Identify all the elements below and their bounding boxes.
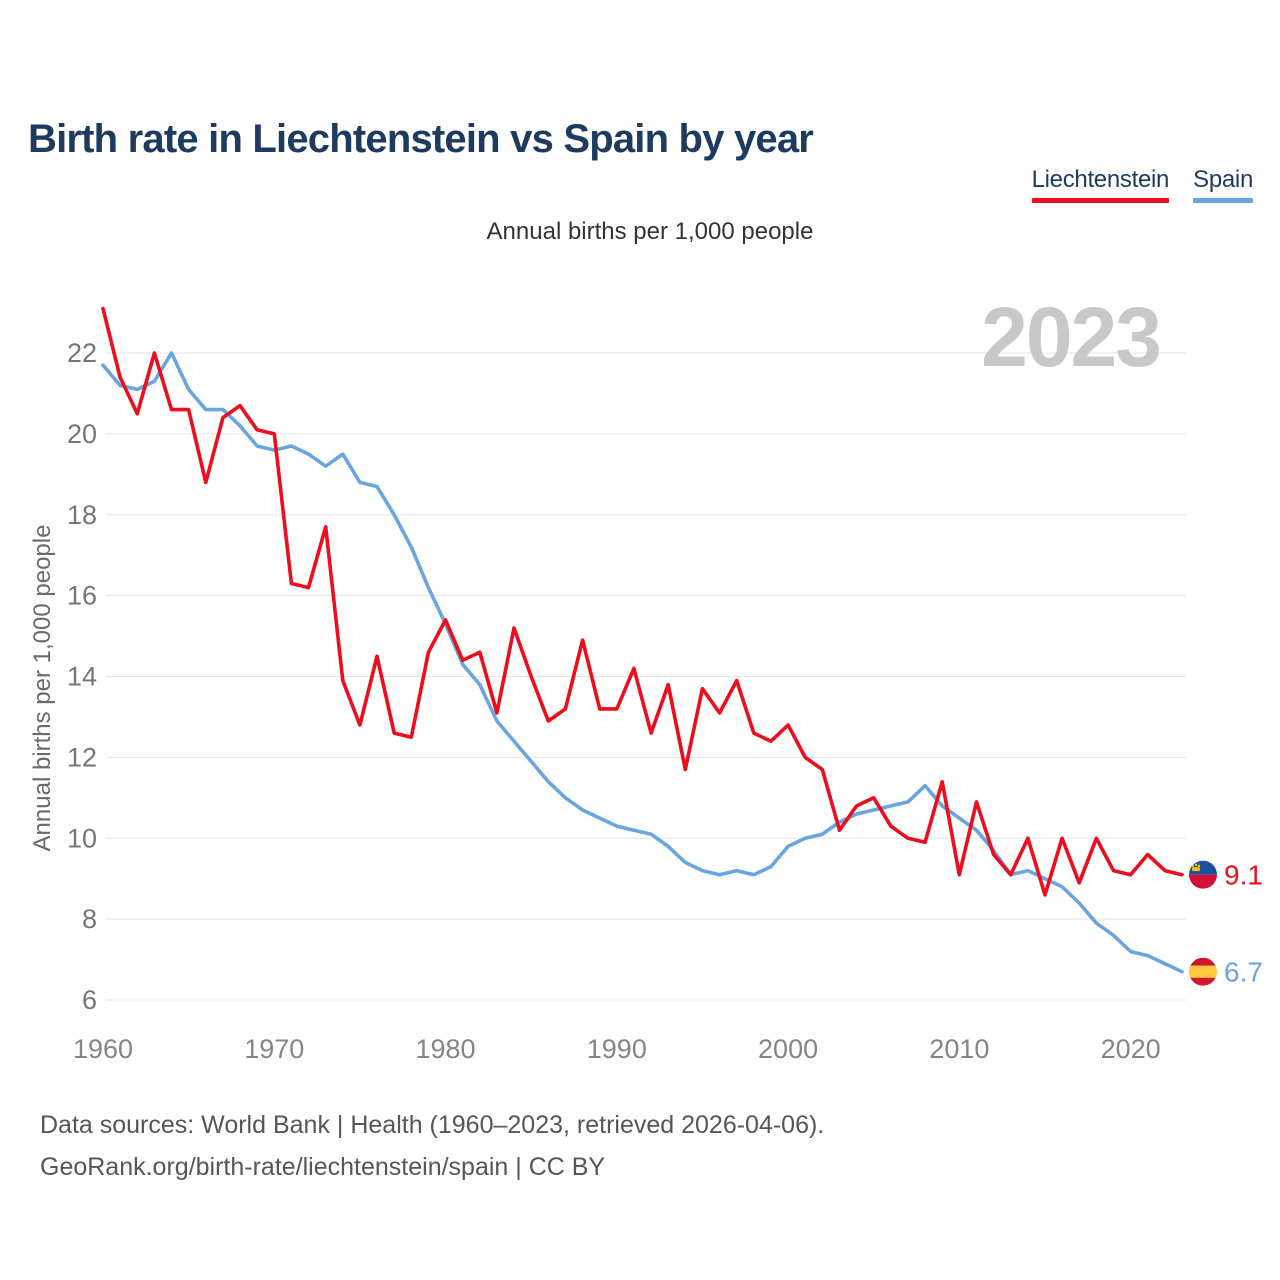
y-tick-label: 6 bbox=[81, 985, 97, 1016]
chart-subtitle: Annual births per 1,000 people bbox=[486, 218, 814, 245]
series-end-markers bbox=[1189, 860, 1263, 988]
y-tick-label: 14 bbox=[66, 661, 97, 692]
footer-attribution-link: GeoRank.org/birth-rate/liechtenstein/spain | CC BY bbox=[40, 1153, 606, 1181]
x-tick-label: 1970 bbox=[244, 1034, 305, 1064]
y-tick-label: 22 bbox=[66, 338, 97, 368]
legend-label-spain: Spain bbox=[1193, 166, 1253, 193]
x-tick-label: 2010 bbox=[929, 1034, 990, 1064]
legend-label-liechtenstein: Liechtenstein bbox=[1031, 166, 1170, 193]
y-tick-label: 20 bbox=[66, 418, 97, 449]
x-tick-label: 1960 bbox=[72, 1034, 134, 1064]
y-axis-title: Annual births per 1,000 people bbox=[29, 524, 56, 852]
liechtenstein-end-value: 9.1 bbox=[1224, 859, 1263, 891]
spain-flag-icon bbox=[1189, 958, 1217, 986]
y-tick-label: 16 bbox=[66, 580, 97, 611]
y-tick-label: 12 bbox=[66, 742, 97, 773]
liechtenstein-line bbox=[103, 309, 1182, 895]
page-title: Birth rate in Liechtenstein vs Spain by year bbox=[28, 116, 814, 161]
x-tick-label: 1990 bbox=[586, 1034, 647, 1064]
liechtenstein-flag-icon bbox=[1189, 861, 1217, 889]
spain-line bbox=[103, 353, 1182, 972]
y-tick-label: 18 bbox=[66, 499, 97, 530]
x-tick-label: 2000 bbox=[758, 1034, 819, 1064]
footer bbox=[40, 1104, 824, 1188]
spain-end-value: 6.7 bbox=[1224, 956, 1263, 988]
y-axis-tick-labels bbox=[67, 338, 97, 1015]
watermark-year: 2023 bbox=[981, 290, 1160, 384]
y-tick-label: 8 bbox=[81, 904, 97, 935]
y-tick-label: 10 bbox=[66, 823, 97, 854]
x-tick-label: 2020 bbox=[1100, 1034, 1161, 1064]
series-lines bbox=[103, 309, 1182, 972]
x-tick-label: 1980 bbox=[415, 1034, 476, 1064]
footer-data-sources: Data sources: World Bank | Health (1960–2023, retrieved 2026-04-06). bbox=[40, 1111, 825, 1139]
x-axis-tick-labels bbox=[73, 1034, 1161, 1064]
